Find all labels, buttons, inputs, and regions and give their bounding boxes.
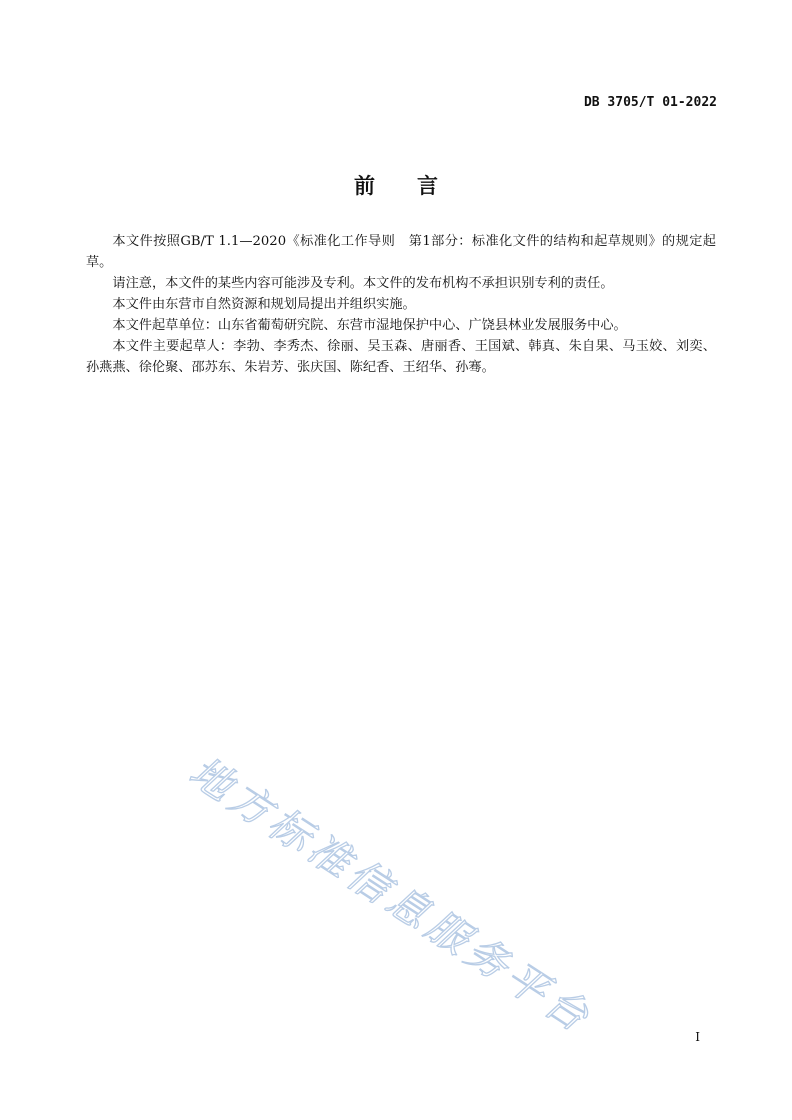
page-number: I [695, 1030, 700, 1044]
paragraph-drafters: 本文件主要起草人：李勃、李秀杰、徐丽、吴玉森、唐丽香、王国斌、韩真、朱自果、马玉姣、刘奕、孙燕燕、徐伦聚、邵苏东、朱岩芳、张庆国、陈纪香、王绍华、孙骞。 [86, 339, 716, 375]
watermark-text: 地方标准信息服务平台 [181, 747, 602, 1044]
document-code: DB 3705/T 01-2022 [583, 95, 717, 110]
paragraph-drafting-rules: 本文件按照GB/T 1.1—2020《标准化工作导则 第1部分：标准化文件的结构和起草规则》的规定起草。 [86, 234, 716, 270]
paragraph-proposer: 本文件由东营市自然资源和规划局提出并组织实施。 [112, 297, 416, 312]
paragraph-patent-notice: 请注意，本文件的某些内容可能涉及专利。本文件的发布机构不承担识别专利的责任。 [112, 276, 614, 291]
foreword-body [86, 231, 716, 378]
section-title: 前言 [354, 174, 480, 198]
paragraph-drafting-units: 本文件起草单位：山东省葡萄研究院、东营市湿地保护中心、广饶县林业发展服务中心。 [112, 318, 627, 333]
